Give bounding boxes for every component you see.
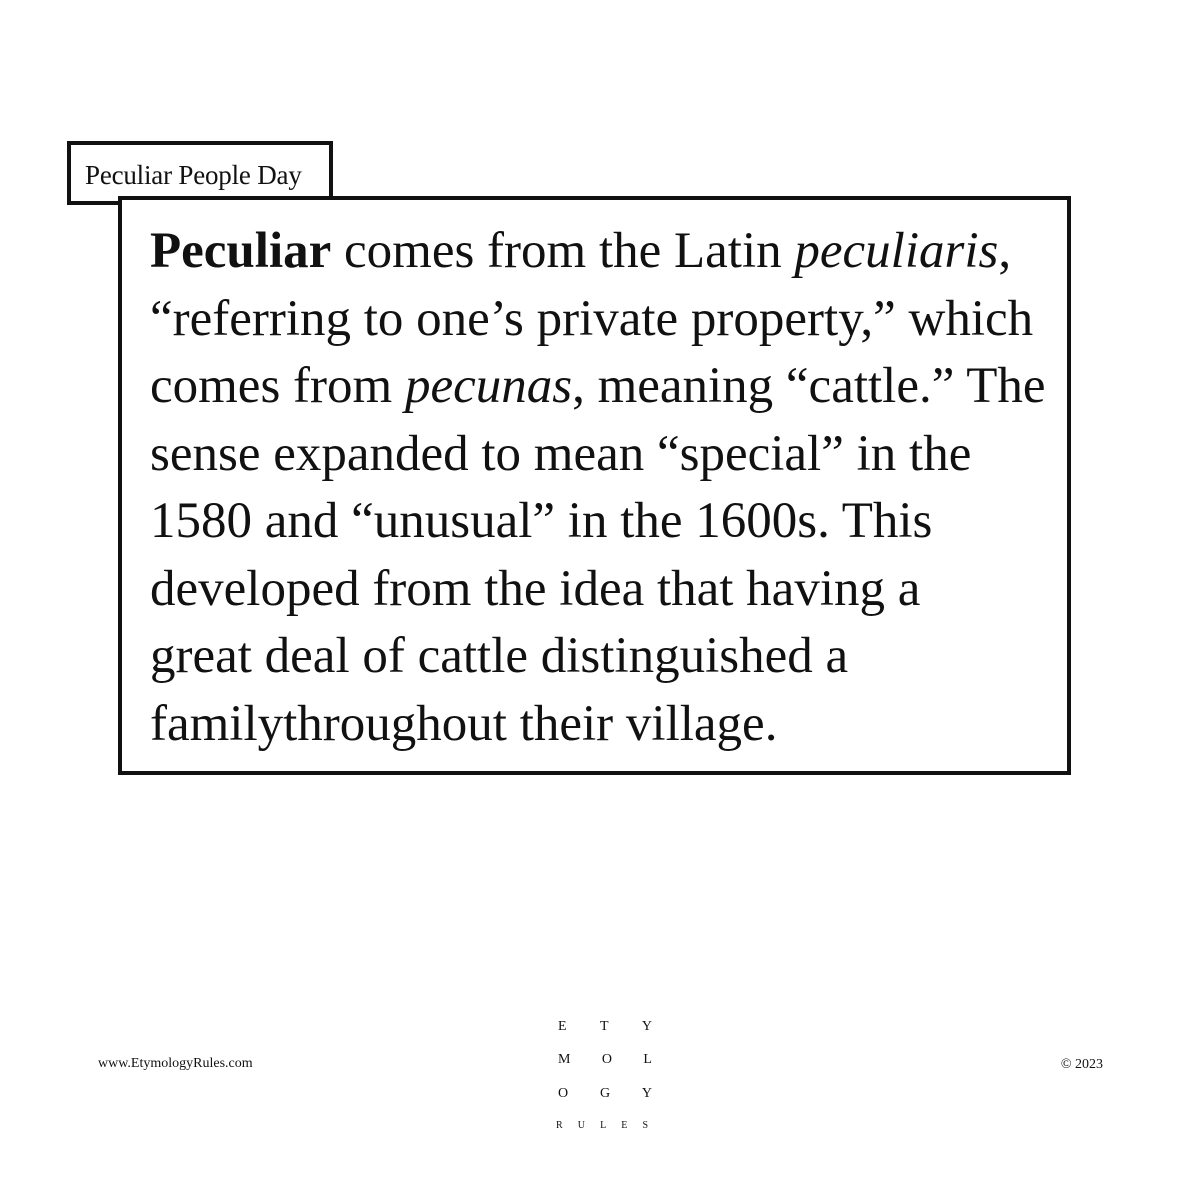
foreign-term: pecunas bbox=[404, 358, 573, 414]
text-line bbox=[150, 691, 1060, 759]
text-segment: familythroughout their village. bbox=[150, 695, 778, 752]
logo-letter: M bbox=[558, 1052, 571, 1067]
etymology-text bbox=[150, 218, 1060, 758]
text-line bbox=[150, 488, 1060, 556]
text-segment: , bbox=[998, 223, 1012, 279]
logo-row-1 bbox=[540, 1019, 670, 1035]
logo-letter: E bbox=[621, 1120, 628, 1131]
logo-row-3 bbox=[540, 1086, 670, 1102]
logo-letter: R bbox=[556, 1120, 563, 1131]
logo-letter: T bbox=[599, 1019, 609, 1034]
headword: Peculiar bbox=[150, 223, 332, 279]
logo-letter: Y bbox=[641, 1019, 652, 1034]
text-segment: “referring to one’s private property,” which bbox=[150, 290, 1034, 347]
text-segment: comes from bbox=[150, 358, 405, 414]
text-line bbox=[150, 218, 1060, 286]
text-segment: sense expanded to mean “special” in the bbox=[150, 425, 972, 482]
text-segment: comes from the Latin bbox=[331, 223, 795, 279]
text-segment: great deal of cattle distinguished a bbox=[150, 628, 849, 684]
foreign-term: peculiaris bbox=[794, 223, 999, 279]
logo-row-4 bbox=[556, 1120, 648, 1131]
website-link[interactable]: www.EtymologyRules.com bbox=[98, 1056, 253, 1071]
logo-letter: O bbox=[558, 1086, 569, 1101]
text-line bbox=[150, 556, 1060, 624]
logo-letter: L bbox=[643, 1052, 652, 1067]
etymology-rules-logo bbox=[540, 1016, 670, 1136]
text-line bbox=[150, 286, 1060, 354]
text-line bbox=[150, 353, 1060, 421]
logo-letter: L bbox=[600, 1120, 607, 1131]
logo-letter: G bbox=[599, 1086, 611, 1101]
text-segment: developed from the idea that having a bbox=[150, 560, 921, 617]
logo-letter: U bbox=[577, 1120, 585, 1131]
etymology-card bbox=[118, 196, 1071, 775]
copyright-notice: © 2023 bbox=[1060, 1057, 1103, 1072]
logo-row-2 bbox=[540, 1052, 670, 1068]
topic-tag-label: Peculiar People Day bbox=[85, 160, 302, 190]
logo-letter: Y bbox=[641, 1086, 652, 1101]
text-line bbox=[150, 421, 1060, 489]
logo-letter: E bbox=[558, 1019, 567, 1034]
text-segment: 1580 and “unusual” in the 1600s. This bbox=[150, 493, 933, 549]
text-segment: , meaning “cattle.” The bbox=[572, 358, 1046, 414]
logo-letter: O bbox=[601, 1052, 612, 1067]
logo-letter: S bbox=[642, 1120, 648, 1131]
text-line bbox=[150, 623, 1060, 691]
